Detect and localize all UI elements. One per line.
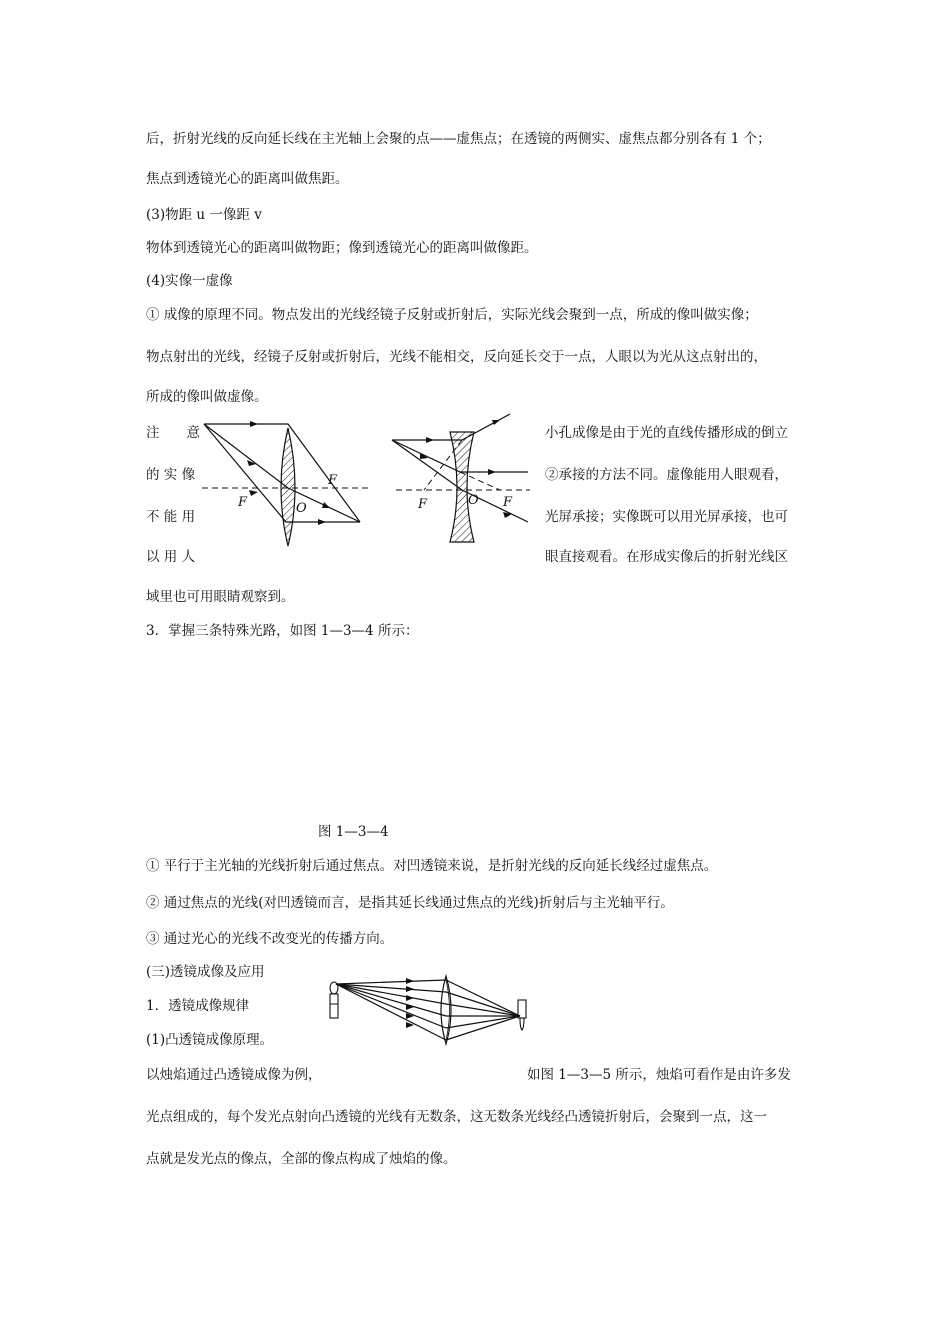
- wrap-left-text: 以 用 人: [146, 549, 196, 565]
- text-line: 物体到透镜光心的距离叫做物距；像到透镜光心的距离叫做像距。: [146, 240, 538, 256]
- convex-lens-ray-diagram: [198, 410, 373, 550]
- convex-lens: [281, 428, 295, 546]
- text-line: ① 成像的原理不同。物点发出的光线经镜子反射或折射后，实际光线会聚到一点，所成的像叫做实像；: [146, 307, 758, 323]
- wrap-right-text: 眼直接观看。在形成实像后的折射光线区: [545, 549, 788, 565]
- section-heading: (4)实像一虚像: [146, 273, 233, 289]
- section-heading: (三)透镜成像及应用: [146, 964, 265, 980]
- text-line: 所成的像叫做虚像。: [146, 389, 268, 405]
- text-line: 域里也可用眼睛观察到。: [146, 589, 295, 605]
- text-line: 点就是发光点的像点，全部的像点构成了烛焰的像。: [146, 1151, 457, 1167]
- text-line: 物点射出的光线，经镜子反射或折射后，光线不能相交，反向延长交于一点，人眼以为光从这点射出的，: [146, 349, 767, 365]
- concave-lens-ray-diagram: [388, 410, 538, 545]
- concave-lens: [450, 432, 474, 542]
- candle-body: [330, 994, 338, 1018]
- focus-label: F: [238, 495, 248, 510]
- candle-image-flame: [520, 1018, 524, 1030]
- text-line: 光点组成的，每个发光点射向凸透镜的光线有无数条，这无数条光线经凸透镜折射后，会聚到一点，这一: [146, 1109, 767, 1125]
- wrap-right-text: 小孔成像是由于光的直线传播形成的倒立: [545, 425, 788, 441]
- text-line: 3．掌握三条特殊光路，如图 1—3—4 所示：: [146, 623, 419, 639]
- wrap-right-text: 光屏承接；实像既可以用光屏承接，也可: [545, 509, 788, 525]
- focus-label: F: [418, 497, 428, 512]
- wrap-left-text: 的 实 像: [146, 467, 196, 483]
- text-line: ② 通过焦点的光线(对凹透镜而言，是指其延长线通过焦点的光线)折射后与主光轴平行。: [146, 895, 674, 911]
- text-line: ① 平行于主光轴的光线折射后通过焦点。对凹透镜来说，是折射光线的反向延长线经过虚焦点。: [146, 858, 718, 874]
- optical-center-label: O: [296, 501, 307, 516]
- text-line: 焦点到透镜光心的距离叫做焦距。: [146, 171, 349, 187]
- optical-center-label: O: [468, 493, 479, 508]
- text-line: 后，折射光线的反向延长线在主光轴上会聚的点——虚焦点；在透镜的两侧实、虚焦点都分别各有 1 个；: [146, 131, 771, 147]
- wrap-left-text: 不 能 用: [146, 509, 196, 525]
- wrap-right-text: ②承接的方法不同。虚像能用人眼观看，: [545, 467, 788, 483]
- focus-label: F: [328, 473, 338, 488]
- wrap-left-text: 注 意: [146, 425, 200, 441]
- text-line: 以烛焰通过凸透镜成像为例，: [146, 1067, 322, 1083]
- section-heading: 1．透镜成像规律: [146, 998, 250, 1014]
- figure-caption: 图 1—3—4: [318, 824, 389, 840]
- section-heading: (1)凸透镜成像原理。: [146, 1032, 274, 1048]
- section-heading: (3)物距 u 一像距 v: [146, 207, 262, 223]
- focus-label: F: [503, 495, 513, 510]
- candle-lens-diagram: [322, 972, 532, 1052]
- text-line: 如图 1—3—5 所示，烛焰可看作是由许多发: [527, 1067, 791, 1083]
- text-line: ③ 通过光心的光线不改变光的传播方向。: [146, 931, 394, 947]
